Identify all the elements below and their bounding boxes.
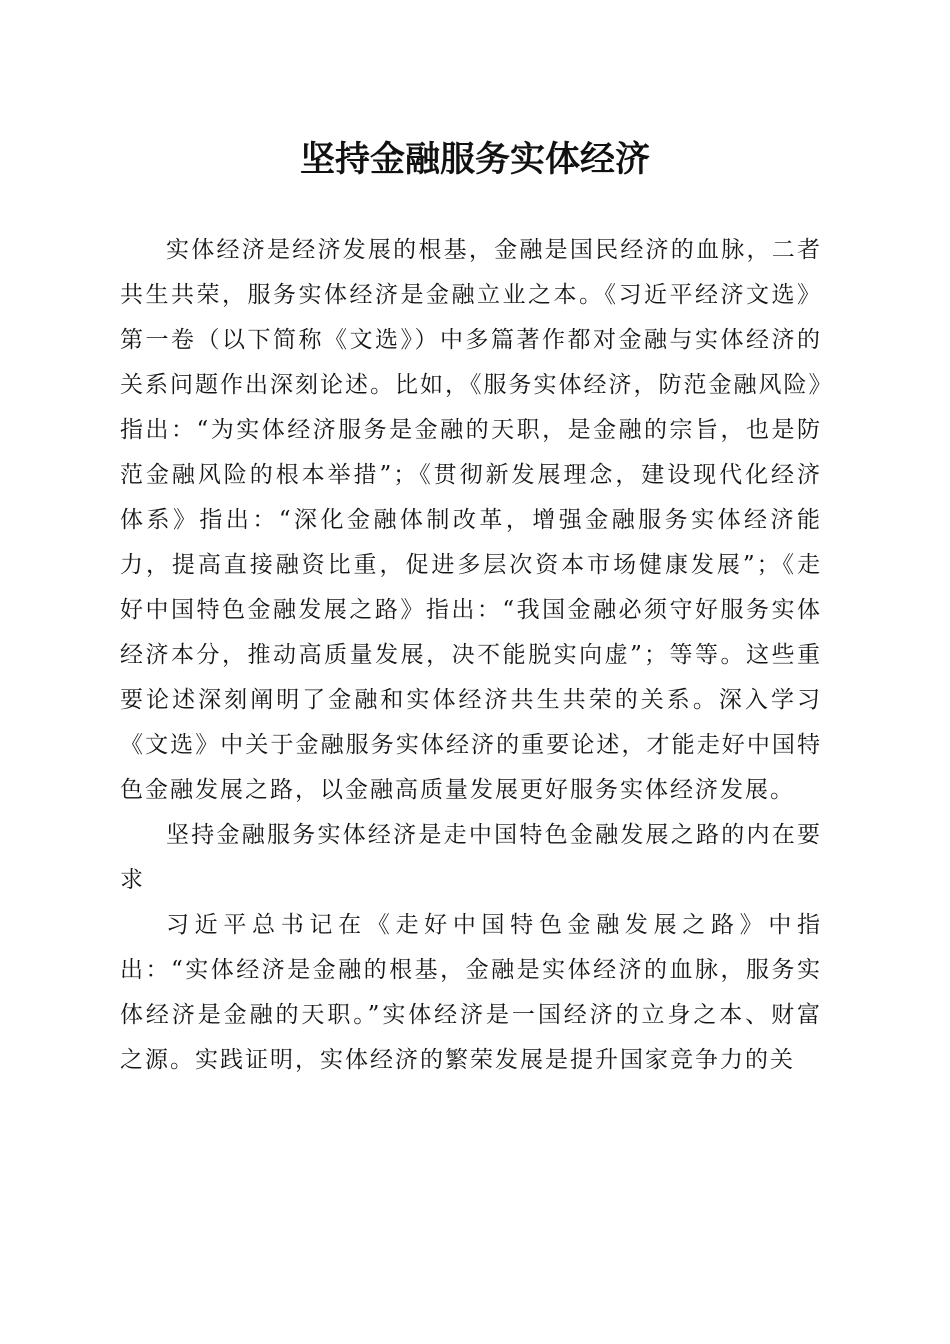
paragraph-intro: 实体经济是经济发展的根基，金融是国民经济的血脉，二者共生共荣，服务实体经济是金融立业之本。《习近平经济文选》第一卷（以下简称《文选》）中多篇著作都对金融与实体经济的关系问题作出深刻论述。比如，《服务实体经济，防范金融风险》指出：“为实体经济服务是金融的天职，是金融的宗旨，也是防范金融风险的根本举措”；《贯彻新发展理念，建设现代化经济体系》指出：“深化金融体制改革，增强金融服务实体经济能力，提高直接融资比重，促进多层次资本市场健康发展”；《走好中国特色金融发展之路》指出：“我国金融必须守好服务实体经济本分，推动高质量发展，决不能脱实向虚”；等等。这些重要论述深刻阐明了金融和实体经济共生共荣的关系。深入学习《文选》中关于金融服务实体经济的重要论述，才能走好中国特色金融发展之路，以金融高质量发展更好服务实体经济发展。 — [120, 237, 822, 803]
document-title: 坚持金融服务实体经济 — [299, 139, 650, 180]
paragraph-quote: 习近平总书记在《走好中国特色金融发展之路》中指出：“实体经济是金融的根基，金融是实体经济的血脉，服务实体经济是金融的天职。”实体经济是一国经济的立身之本、财富之源。实践证明，实体经济的繁荣发展是提升国家竞争力的关 — [120, 912, 822, 1073]
paragraph-section-heading: 坚持金融服务实体经济是走中国特色金融发展之路的内在要求 — [120, 822, 822, 893]
document-body — [120, 228, 822, 1083]
